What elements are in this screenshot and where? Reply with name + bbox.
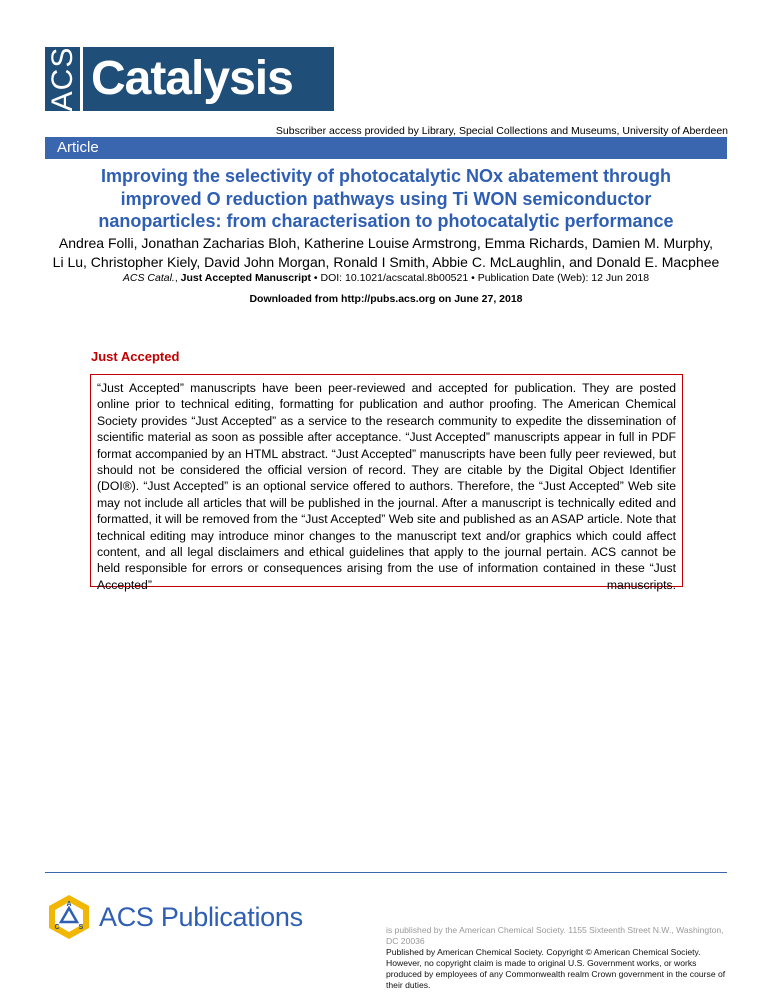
author-line: Li Lu, Christopher Kiely, David John Morgan, Ronald I Smith, Abbie C. McLaughlin, and Donald E. Macphee	[52, 254, 720, 270]
author-list	[45, 234, 727, 272]
journal-logo-title: Catalysis	[91, 52, 293, 105]
acs-hexagon-letter-c: C	[54, 924, 60, 931]
article-type-bar: Article	[45, 137, 727, 159]
citation-line	[45, 272, 727, 284]
just-accepted-notice: “Just Accepted” manuscripts have been peer-reviewed and accepted for publication. They are posted online prior to technical editing, formatting for publication and author proofing. The American Chemical Society provides “Just Accepted” as a service to the research community to expedite the dissemination of scientific material as soon as possible after acceptance. “Just Accepted” manuscripts appear in full in PDF format accompanied by an HTML abstract. “Just Accepted” manuscripts have been fully peer reviewed, but should not be considered the official version of record. They are citable by the Digital Object Identifier (DOI®). “Just Accepted” is an optional service offered to authors. Therefore, the “Just Accepted” Web site may not include all articles that will be published in the journal. After a manuscript is technically edited and formatted, it will be removed from the “Just Accepted” Web site and published as an ASAP article. Note that technical editing may introduce minor changes to the manuscript text and/or graphics which could affect content, and all legal disclaimers and ethical guidelines that apply to the journal pertain. ACS cannot be held responsible for errors or consequences arising from the use of information contained in these “Just Accepted” manuscripts.	[90, 374, 683, 587]
manuscript-status: Just Accepted Manuscript	[180, 272, 311, 284]
doi-and-date: • DOI: 10.1021/acscatal.8b00521 • Publication Date (Web): 12 Jun 2018	[310, 272, 650, 284]
journal-logo-acs-text: ACS	[45, 46, 79, 112]
publisher-address: is published by the American Chemical Society. 1155 Sixteenth Street N.W., Washington, DC 20036	[386, 925, 724, 946]
title-line: nanoparticles: from characterisation to photocatalytic performance	[98, 211, 674, 231]
acs-hexagon-letter-a: A	[66, 901, 72, 908]
copyright-notice: Published by American Chemical Society. Copyright © American Chemical Society. However, no copyright claim is made to original U.S. Government works, or works produced by employees of any Commonwealth realm Crown government in the course of their duties.	[386, 947, 726, 990]
article-title	[45, 165, 727, 233]
acs-publications-logo	[45, 893, 303, 941]
subscriber-note: Subscriber access provided by Library, Special Collections and Museums, University of Aberdeen	[275, 125, 728, 137]
download-note: Downloaded from http://pubs.acs.org on June 27, 2018	[249, 293, 523, 305]
acs-hexagon-letter-s: S	[78, 924, 84, 931]
just-accepted-heading: Just Accepted	[91, 349, 180, 364]
publisher-info	[386, 925, 726, 991]
author-line: Andrea Folli, Jonathan Zacharias Bloh, Katherine Louise Armstrong, Emma Richards, Damien M. Murphy,	[58, 235, 714, 251]
title-line: Improving the selectivity of photocatalytic NOx abatement through	[100, 166, 672, 186]
acs-hexagon-icon	[45, 893, 93, 941]
journal-logo	[45, 47, 334, 111]
citation-separator: ,	[174, 272, 181, 284]
footer-divider	[45, 872, 727, 873]
title-line: improved O reduction pathways using Ti WON semiconductor	[120, 188, 652, 209]
journal-logo-acs	[45, 47, 83, 111]
acs-publications-text: ACS Publications	[99, 901, 303, 932]
journal-abbrev: ACS Catal.	[122, 272, 175, 284]
